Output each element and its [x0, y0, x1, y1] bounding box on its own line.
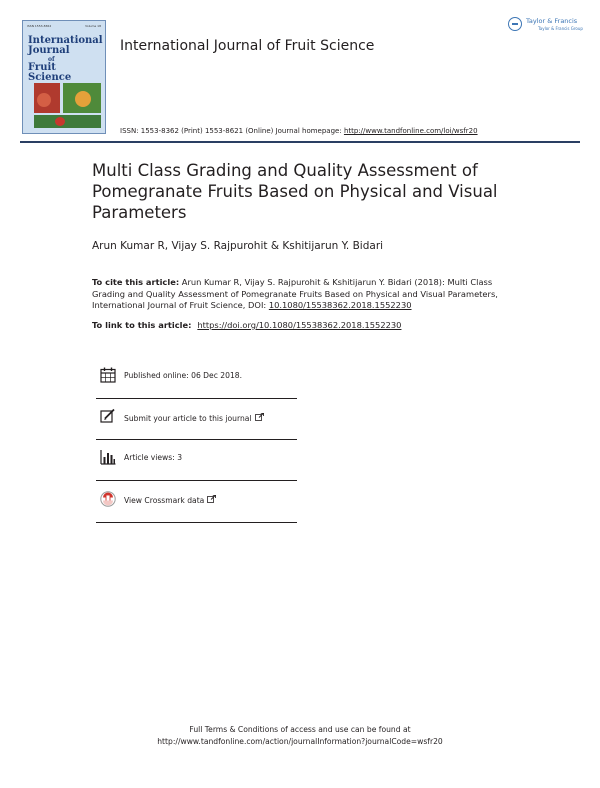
journal-title: International Journal of Fruit Science	[120, 38, 375, 54]
edit-icon[interactable]	[100, 408, 116, 424]
cover-title-line: Journal	[28, 45, 70, 56]
article-link-label: To link to this article:	[92, 320, 195, 330]
bar-chart-icon	[100, 449, 116, 465]
cover-title-line: International	[28, 35, 103, 46]
journal-homepage-link[interactable]: http://www.tandfonline.com/loi/wsfr20	[343, 127, 478, 135]
article-link-block	[92, 320, 401, 330]
citation-doi-link[interactable]: 10.1080/15538362.2018.1552230	[268, 300, 412, 311]
row-divider	[96, 480, 297, 481]
cover-title-line: Fruit Science	[28, 62, 72, 83]
row-divider	[96, 522, 297, 523]
publisher-logo	[508, 16, 586, 38]
article-authors: Arun Kumar R, Vijay S. Rajpurohit & Kshitijarun Y. Bidari	[92, 240, 384, 252]
crossmark-icon[interactable]	[100, 491, 116, 507]
cover-volume: Volume 18	[85, 24, 101, 28]
crossmark-label: View Crossmark data	[124, 496, 205, 505]
citation-label: To cite this article:	[92, 277, 180, 287]
journal-cover-image	[22, 20, 106, 134]
cover-photo-fruit	[75, 91, 91, 107]
cover-photo-field	[34, 115, 101, 128]
article-views: Article views: 3	[124, 453, 183, 462]
citation-block	[92, 277, 522, 312]
publisher-logo-icon	[508, 17, 522, 31]
article-doi-link[interactable]: https://doi.org/10.1080/15538362.2018.1552230	[197, 320, 402, 330]
submit-article-link[interactable]	[124, 413, 264, 423]
cover-photo-fruit	[55, 117, 65, 126]
publisher-name: Taylor & Francis	[526, 17, 578, 25]
external-link-icon	[207, 495, 216, 503]
cover-title	[28, 36, 102, 83]
submit-article-label: Submit your article to this journal	[124, 414, 252, 423]
footer	[0, 724, 600, 748]
row-divider	[96, 398, 297, 399]
external-link-icon	[255, 413, 264, 421]
article-title: Multi Class Grading and Quality Assessment of Pomegranate Fruits Based on Physical and Visual Parameters	[92, 161, 498, 222]
cover-issn: ISSN 1553-8362	[27, 24, 52, 28]
footer-terms: Full Terms & Conditions of access and use can be found at	[189, 725, 411, 734]
published-date: Published online: 06 Dec 2018.	[124, 371, 243, 380]
issn-text: ISSN: 1553-8362 (Print) 1553-8621 (Online) Journal homepage:	[120, 127, 344, 135]
calendar-icon	[100, 367, 116, 383]
issn-line	[120, 127, 478, 135]
row-divider	[96, 439, 297, 440]
header-divider	[20, 141, 580, 143]
cover-photo-fruit	[37, 93, 51, 107]
cover-title-line: of	[48, 56, 55, 63]
crossmark-link[interactable]	[124, 495, 216, 505]
citation-text: Arun Kumar R, Vijay S. Rajpurohit & Kshitijarun Y. Bidari (2018): Multi Class Grading and Quality Assessment of Pomegranate Fruits Based on Physical and Visual Parameters, International Journal of Fruit Science, DOI:	[92, 277, 498, 311]
footer-url[interactable]: http://www.tandfonline.com/action/journalInformation?journalCode=wsfr20	[157, 737, 443, 746]
publisher-group: Taylor & Francis Group	[538, 26, 583, 31]
